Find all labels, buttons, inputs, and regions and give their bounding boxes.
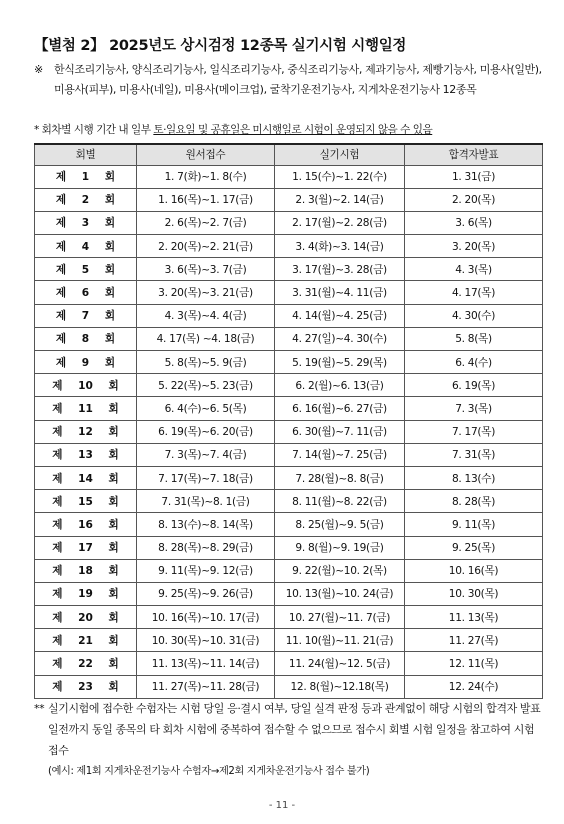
header-round: 회별	[35, 144, 137, 165]
exam-period-cell: 11. 24(월)~12. 5(금)	[275, 652, 405, 675]
table-row	[35, 304, 543, 327]
application-period-cell: 4. 17(목) ~4. 18(금)	[137, 327, 275, 350]
result-date-cell: 4. 30(수)	[405, 304, 543, 327]
application-period-cell: 5. 8(목)~5. 9(금)	[137, 351, 275, 374]
exam-period-cell: 6. 2(월)~6. 13(금)	[275, 374, 405, 397]
footnote-example: (예시: 제1회 지게차운전기능사 수험자→제2회 지게차운전기능사 접수 불가)	[48, 766, 370, 777]
exam-period-cell: 5. 19(월)~5. 29(목)	[275, 351, 405, 374]
application-period-cell: 8. 28(목)~8. 29(금)	[137, 536, 275, 559]
round-cell: 제 7 회	[35, 304, 137, 327]
exam-period-cell: 1. 15(수)~1. 22(수)	[275, 165, 405, 188]
round-cell: 제 9 회	[35, 351, 137, 374]
application-period-cell: 2. 20(목)~2. 21(금)	[137, 235, 275, 258]
exam-period-cell: 8. 11(월)~8. 22(금)	[275, 490, 405, 513]
header-exam: 실기시험	[275, 144, 405, 165]
result-date-cell: 12. 11(목)	[405, 652, 543, 675]
round-cell: 제 16 회	[35, 513, 137, 536]
application-period-cell: 3. 6(목)~3. 7(금)	[137, 258, 275, 281]
result-date-cell: 4. 3(목)	[405, 258, 543, 281]
result-date-cell: 6. 4(수)	[405, 351, 543, 374]
table-row	[35, 606, 543, 629]
result-date-cell: 11. 27(목)	[405, 629, 543, 652]
table-row	[35, 281, 543, 304]
exam-period-cell: 3. 4(화)~3. 14(금)	[275, 235, 405, 258]
result-date-cell: 12. 24(수)	[405, 675, 543, 698]
exam-period-cell: 6. 16(월)~6. 27(금)	[275, 397, 405, 420]
result-date-cell: 8. 13(수)	[405, 466, 543, 489]
result-date-cell: 7. 17(목)	[405, 420, 543, 443]
table-row	[35, 490, 543, 513]
application-period-cell: 11. 13(목)~11. 14(금)	[137, 652, 275, 675]
application-period-cell: 1. 16(목)~1. 17(금)	[137, 188, 275, 211]
application-period-cell: 6. 4(수)~6. 5(목)	[137, 397, 275, 420]
result-date-cell: 6. 19(목)	[405, 374, 543, 397]
application-period-cell: 11. 27(목)~11. 28(금)	[137, 675, 275, 698]
table-row	[35, 629, 543, 652]
table-row	[35, 211, 543, 234]
result-date-cell: 10. 16(목)	[405, 559, 543, 582]
result-date-cell: 8. 28(목)	[405, 490, 543, 513]
exam-period-cell: 9. 22(월)~10. 2(목)	[275, 559, 405, 582]
round-cell: 제 2 회	[35, 188, 137, 211]
application-period-cell: 4. 3(목)~4. 4(금)	[137, 304, 275, 327]
table-row	[35, 235, 543, 258]
exam-period-cell: 7. 14(월)~7. 25(금)	[275, 443, 405, 466]
round-cell: 제 17 회	[35, 536, 137, 559]
result-date-cell: 11. 13(목)	[405, 606, 543, 629]
table-row	[35, 443, 543, 466]
table-row	[35, 582, 543, 605]
application-period-cell: 9. 11(목)~9. 12(금)	[137, 559, 275, 582]
round-cell: 제 14 회	[35, 466, 137, 489]
application-period-cell: 10. 30(목)~10. 31(금)	[137, 629, 275, 652]
round-cell: 제 15 회	[35, 490, 137, 513]
round-cell: 제 19 회	[35, 582, 137, 605]
application-period-cell: 2. 6(목)~2. 7(금)	[137, 211, 275, 234]
exam-period-cell: 2. 17(월)~2. 28(금)	[275, 211, 405, 234]
application-period-cell: 3. 20(목)~3. 21(금)	[137, 281, 275, 304]
result-date-cell: 10. 30(목)	[405, 582, 543, 605]
exam-period-cell: 6. 30(월)~7. 11(금)	[275, 420, 405, 443]
result-date-cell: 3. 20(목)	[405, 235, 543, 258]
result-date-cell: 1. 31(금)	[405, 165, 543, 188]
exam-period-cell: 2. 3(월)~2. 14(금)	[275, 188, 405, 211]
result-date-cell: 2. 20(목)	[405, 188, 543, 211]
table-row	[35, 675, 543, 698]
exam-period-cell: 10. 13(월)~10. 24(금)	[275, 582, 405, 605]
table-row	[35, 513, 543, 536]
exam-period-cell: 10. 27(월)~11. 7(금)	[275, 606, 405, 629]
round-cell: 제 12 회	[35, 420, 137, 443]
table-row	[35, 188, 543, 211]
table-row	[35, 351, 543, 374]
note-mark: ※	[34, 63, 43, 76]
table-row	[35, 536, 543, 559]
table-row	[35, 165, 543, 188]
round-cell: 제 4 회	[35, 235, 137, 258]
footnote	[34, 698, 544, 782]
application-period-cell: 7. 31(목)~8. 1(금)	[137, 490, 275, 513]
table-row	[35, 420, 543, 443]
schedule-table	[34, 143, 543, 699]
exam-period-cell: 12. 8(월)~12.18(목)	[275, 675, 405, 698]
table-row	[35, 559, 543, 582]
schedule-table-body	[35, 165, 543, 698]
exam-period-cell: 4. 14(월)~4. 25(금)	[275, 304, 405, 327]
exam-period-cell: 3. 17(월)~3. 28(금)	[275, 258, 405, 281]
exam-period-cell: 4. 27(일)~4. 30(수)	[275, 327, 405, 350]
application-period-cell: 7. 3(목)~7. 4(금)	[137, 443, 275, 466]
page-title: 【별첨 2】 2025년도 상시검정 12종목 실기시험 시행일정	[34, 38, 407, 54]
application-period-cell: 6. 19(목)~6. 20(금)	[137, 420, 275, 443]
application-period-cell: 10. 16(목)~10. 17(금)	[137, 606, 275, 629]
round-cell: 제 21 회	[35, 629, 137, 652]
table-row	[35, 258, 543, 281]
round-cell: 제 8 회	[35, 327, 137, 350]
result-date-cell: 9. 25(목)	[405, 536, 543, 559]
table-row	[35, 397, 543, 420]
table-row	[35, 466, 543, 489]
round-cell: 제 6 회	[35, 281, 137, 304]
round-cell: 제 11 회	[35, 397, 137, 420]
round-cell: 제 22 회	[35, 652, 137, 675]
exam-period-cell: 9. 8(월)~9. 19(금)	[275, 536, 405, 559]
round-cell: 제 23 회	[35, 675, 137, 698]
footnote-mark: **	[34, 702, 45, 715]
result-date-cell: 3. 6(목)	[405, 211, 543, 234]
round-cell: 제 10 회	[35, 374, 137, 397]
table-row	[35, 327, 543, 350]
result-date-cell: 4. 17(목)	[405, 281, 543, 304]
footnote-text-block	[48, 698, 544, 782]
subject-list-text: 한식조리기능사, 양식조리기능사, 일식조리기능사, 중식조리기능사, 제과기능사, 제빵기능사, 미용사(일반), 미용사(피부), 미용사(네일), 미용사(메이크업), 굴착기운전기능사, 지게차운전기능사 12종목	[54, 63, 542, 96]
header-application: 원서접수	[137, 144, 275, 165]
application-period-cell: 5. 22(목)~5. 23(금)	[137, 374, 275, 397]
round-cell: 제 3 회	[35, 211, 137, 234]
application-period-cell: 9. 25(목)~9. 26(금)	[137, 582, 275, 605]
schedule-note-underlined: 토·일요일 및 공휴일은 미시행일로 시험이 운영되지 않을 수 있음	[153, 124, 433, 136]
page-number: - 11 -	[268, 800, 296, 811]
result-date-cell: 5. 8(목)	[405, 327, 543, 350]
round-cell: 제 18 회	[35, 559, 137, 582]
round-cell: 제 5 회	[35, 258, 137, 281]
round-cell: 제 13 회	[35, 443, 137, 466]
footnote-text: 실기시험에 접수한 수험자는 시험 당일 응·결시 여부, 당일 실격 판정 등과 관계없이 해당 시험의 합격자 발표일전까지 동일 종목의 타 회차 시험에 중복하여 접수할 수 없으므로 접수시 회별 시험 일정을 참고하여 시험 접수	[48, 702, 541, 757]
schedule-note-prefix: * 회차별 시행 기간 내 일부	[34, 124, 154, 136]
exam-period-cell: 11. 10(월)~11. 21(금)	[275, 629, 405, 652]
round-cell: 제 20 회	[35, 606, 137, 629]
application-period-cell: 7. 17(목)~7. 18(금)	[137, 466, 275, 489]
application-period-cell: 8. 13(수)~8. 14(목)	[137, 513, 275, 536]
round-cell: 제 1 회	[35, 165, 137, 188]
result-date-cell: 7. 31(목)	[405, 443, 543, 466]
schedule-note	[34, 122, 432, 137]
table-row	[35, 652, 543, 675]
table-header-row	[35, 144, 543, 165]
table-row	[35, 374, 543, 397]
exam-period-cell: 7. 28(월)~8. 8(금)	[275, 466, 405, 489]
exam-period-cell: 8. 25(월)~9. 5(금)	[275, 513, 405, 536]
subject-note	[34, 60, 544, 100]
application-period-cell: 1. 7(화)~1. 8(수)	[137, 165, 275, 188]
result-date-cell: 7. 3(목)	[405, 397, 543, 420]
exam-period-cell: 3. 31(월)~4. 11(금)	[275, 281, 405, 304]
result-date-cell: 9. 11(목)	[405, 513, 543, 536]
header-result: 합격자발표	[405, 144, 543, 165]
